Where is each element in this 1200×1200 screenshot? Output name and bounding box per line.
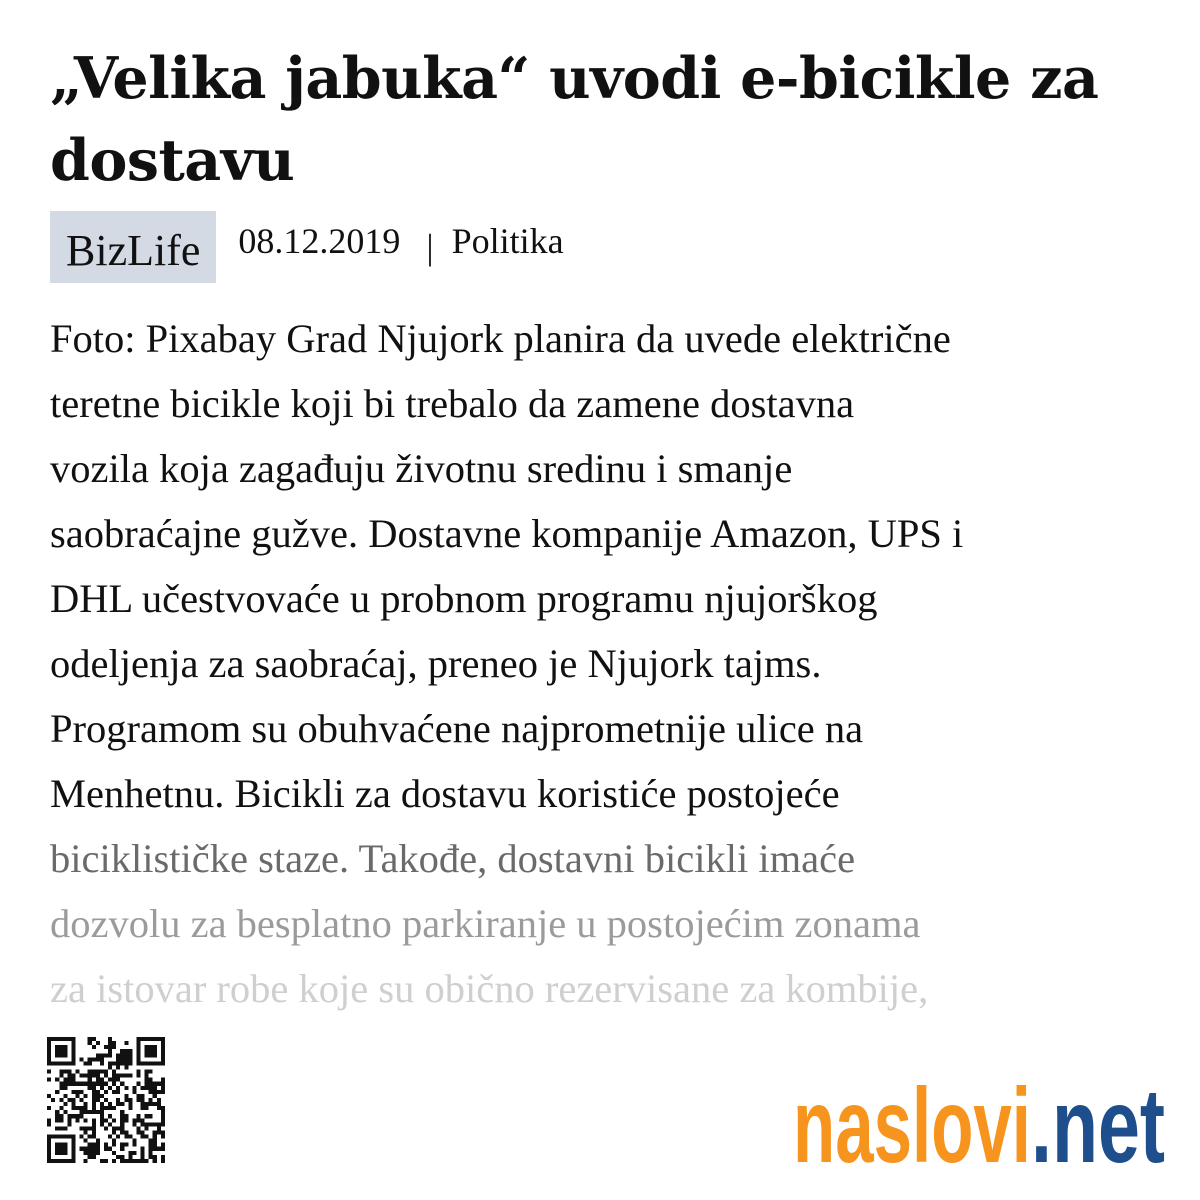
naslovi-net-logo[interactable] [793,1058,1165,1170]
body-line: biciklističke staze. Takođe, dostavni bicikli imaće [50,836,856,881]
body-line: za istovar robe koje su obično rezervisane za kombije, [50,966,929,1011]
qr-code-icon[interactable] [47,1037,165,1163]
article-category[interactable]: Politika [451,221,564,261]
body-line: saobraćajne gužve. Dostavne kompanije Amazon, UPS i [50,511,964,556]
article-title: „Velika jabuka“ uvodi e-bicikle za dostavu [50,45,1099,194]
meta-separator: | [426,227,434,267]
body-line: teretne bicikle koji bi trebalo da zamene dostavna [50,381,855,426]
article-meta [50,211,564,283]
body-line: DHL učestvovaće u probnom programu njujorškog [50,576,878,621]
body-line: Menhetnu. Bicikli za dostavu koristiće postojeće [50,771,840,816]
body-line: Foto: Pixabay Grad Njujork planira da uvede električne [50,316,951,361]
body-line: dozvolu za besplatno parkiranje u postojećim zonama [50,901,921,946]
body-line: odeljenja za saobraćaj, preneo je Njujork tajms. [50,641,822,686]
logo-text-naslovi: naslovi [793,1067,1031,1170]
source-badge[interactable]: BizLife [50,211,216,283]
logo-text-net: .net [1031,1067,1165,1170]
article-body [50,306,1165,1021]
body-line: Programom su obuhvaćene najprometnije ulice na [50,706,864,751]
body-line: vozila koja zagađuju životnu sredinu i smanje [50,446,793,491]
article-date: 08.12.2019 [238,221,401,261]
